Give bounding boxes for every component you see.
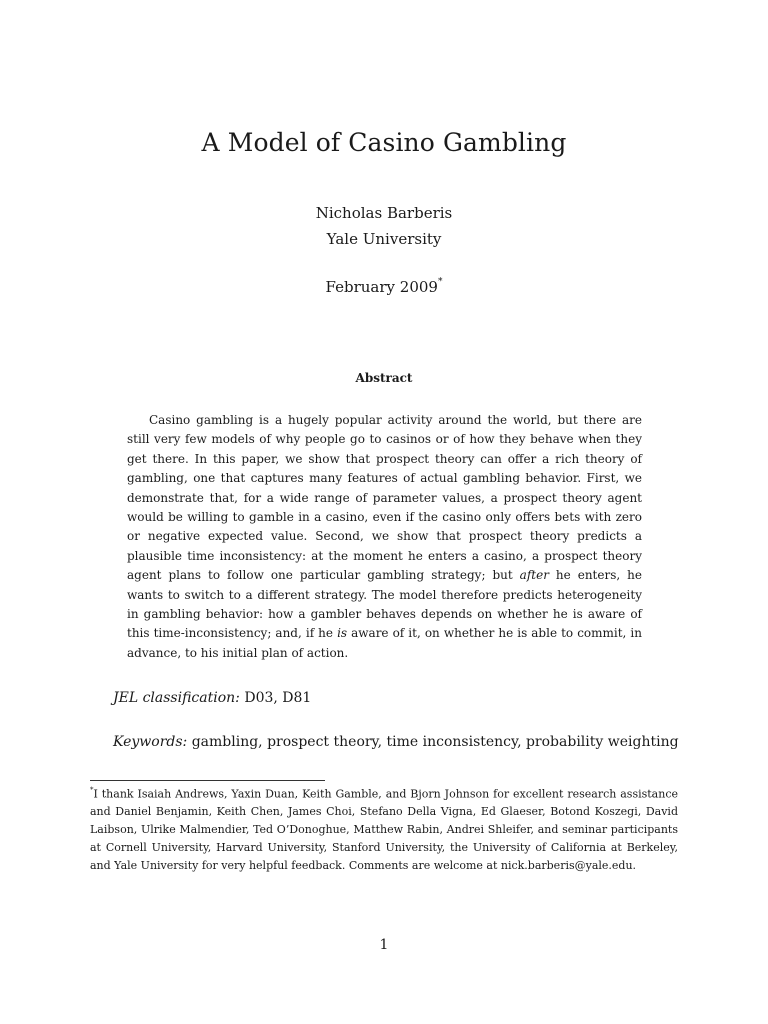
abstract-text-2: he enters, he wants to switch to a different strategy. The model therefore predicts heterogeneity in gambling behavior: how a gambler behaves depends on whether he is aware of this time-inconsistency; and, if he xyxy=(127,568,642,641)
jel-value: D03, D81 xyxy=(239,690,312,706)
abstract-text-3: aware of it, on whether he is able to commit, in advance, to his initial plan of action. xyxy=(127,626,642,660)
author-block xyxy=(0,200,768,252)
date-text: February 2009 xyxy=(325,278,438,296)
keywords-value: gambling, prospect theory, time inconsistency, probability weighting xyxy=(187,734,679,750)
keywords xyxy=(113,734,679,750)
abstract-text-1: Casino gambling is a hugely popular activity around the world, but there are still very few models of why people go to casinos or of how they behave when they get there. In this paper, we show that prospect theory can offer a rich theory of gambling, one that captures many features of actual gambling behavior. First, we demonstrate that, for a wide range of parameter values, a prospect theory agent would be willing to gamble in a casino, even if the casino only offers bets with zero or negative expected value. Second, we show that prospect theory predicts a plausible time inconsistency: at the moment he enters a casino, a prospect theory agent plans to follow one particular gambling strategy; but xyxy=(127,413,642,583)
date-footnote-mark: * xyxy=(437,277,443,287)
jel-classification xyxy=(113,690,311,706)
author-affiliation: Yale University xyxy=(326,230,442,248)
footnote-divider xyxy=(90,780,325,781)
author-name: Nicholas Barberis xyxy=(315,204,453,222)
abstract-italic-after: after xyxy=(519,568,549,583)
abstract-italic-is: is xyxy=(337,626,348,641)
page-number: 1 xyxy=(379,937,389,953)
footnote-text: I thank Isaiah Andrews, Yaxin Duan, Keith Gamble, and Bjorn Johnson for excellent research assistance and Daniel Benjamin, Keith Chen, James Choi, Stefano Della Vigna, Ed Glaeser, Botond Koszegi, David Laibson, Ulrike Malmendier, Ted O’Donoghue, Matthew Rabin, Andrei Shleifer, and seminar participants at Cornell University, Harvard University, Stanford University, the University of California at Berkeley, and Yale University for very helpful feedback. Comments are welcome at nick.barberis@yale.edu. xyxy=(90,787,678,872)
footnote-mark: * xyxy=(90,786,94,794)
paper-title: A Model of Casino Gambling xyxy=(201,128,567,157)
keywords-label: Keywords: xyxy=(113,734,188,750)
paper-date xyxy=(0,278,768,296)
abstract-body xyxy=(127,411,642,663)
abstract-heading: Abstract xyxy=(355,371,413,385)
footnote xyxy=(90,783,678,875)
jel-label: JEL classification: xyxy=(113,690,240,706)
